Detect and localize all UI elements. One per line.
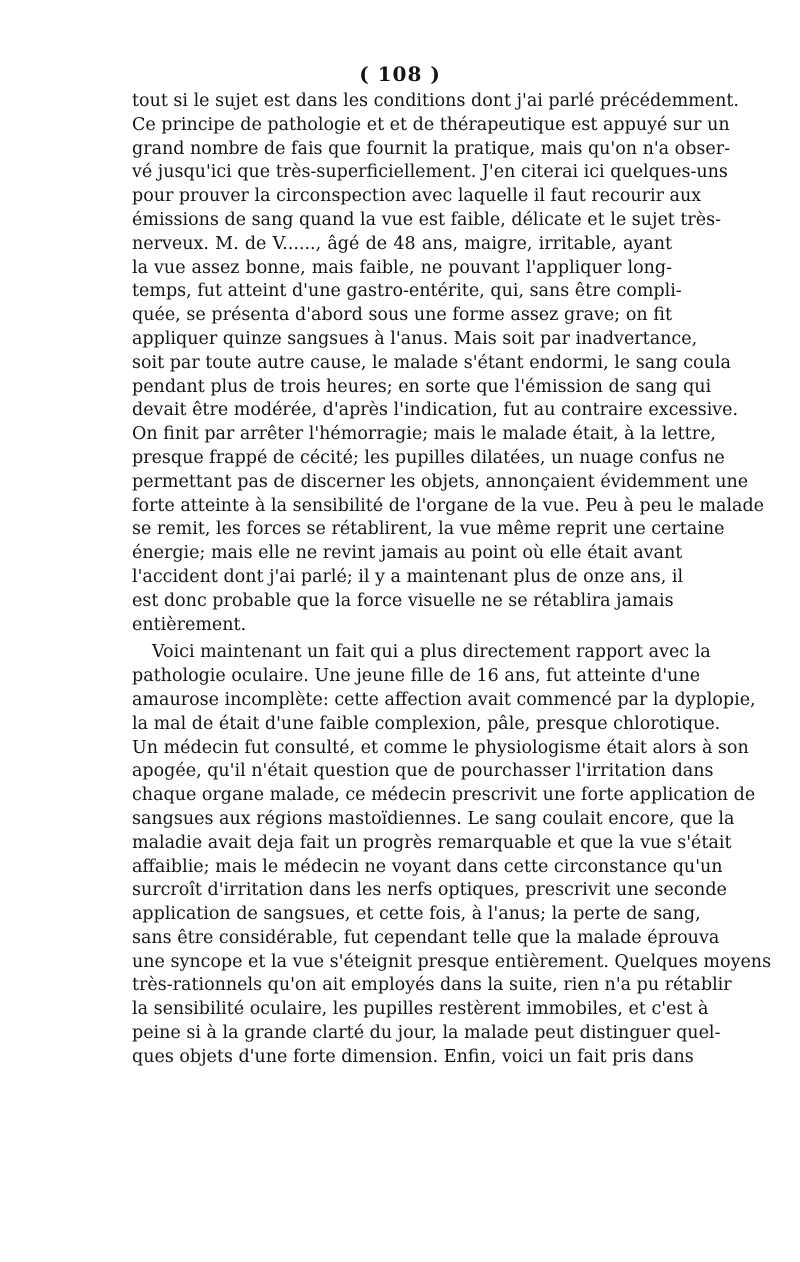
text-line: la mal de était d'une faible complexion, pâle, presque chlorotique. — [132, 713, 721, 734]
text-line: vé jusqu'ici que très-superficiellement. J'en citerai ici quelques-uns — [132, 162, 728, 183]
text-line: Ce principe de pathologie et et de thérapeutique est appuyé sur un — [132, 114, 730, 135]
text-line: amaurose incomplète: cette affection avait commencé par la dyplopie, — [132, 689, 756, 710]
text-line: apogée, qu'il n'était question que de pourchasser l'irritation dans — [132, 761, 714, 782]
text-line: entièrement. — [132, 614, 247, 635]
text-line: affaiblie; mais le médecin ne voyant dans cette circonstance qu'un — [132, 856, 723, 877]
text-line: surcroît d'irritation dans les nerfs optiques, prescrivit une seconde — [132, 880, 727, 901]
text-line: se remit, les forces se rétablirent, la vue même reprit une certaine — [132, 519, 725, 540]
text-line: temps, fut atteint d'une gastro-entérite, qui, sans être compli- — [132, 281, 682, 302]
text-line: la vue assez bonne, mais faible, ne pouvant l'appliquer long- — [132, 257, 672, 278]
text-line: l'accident dont j'ai parlé; il y a maintenant plus de onze ans, il — [132, 566, 684, 587]
text-line: On finit par arrêter l'hémorragie; mais le malade était, à la lettre, — [132, 424, 716, 445]
text-line: est donc probable que la force visuelle ne se rétablira jamais — [132, 590, 674, 611]
text-line: pour prouver la circonspection avec laquelle il faut recourir aux — [132, 186, 702, 207]
paragraph-2 — [132, 641, 772, 1069]
text-line: forte atteinte à la sensibilité de l'organe de la vue. Peu à peu le malade — [132, 495, 765, 516]
text-line: appliquer quinze sangsues à l'anus. Mais soit par inadvertance, — [132, 328, 698, 349]
paragraph-1 — [132, 90, 765, 637]
text-line: devait être modérée, d'après l'indication, fut au contraire excessive. — [132, 400, 739, 421]
text-line: très-rationnels qu'on ait employés dans la suite, rien n'a pu rétablir — [132, 975, 732, 996]
page-number: ( 108 ) — [359, 62, 441, 86]
text-line: chaque organe malade, ce médecin prescrivit une forte application de — [132, 785, 756, 806]
text-line: pendant plus de trois heures; en sorte que l'émission de sang qui — [132, 376, 712, 397]
text-line: presque frappé de cécité; les pupilles dilatées, un nuage confus ne — [132, 447, 725, 468]
text-line: tout si le sujet est dans les conditions dont j'ai parlé précédemment. — [132, 91, 739, 111]
text-line: soit par toute autre cause, le malade s'étant endormi, le sang coula — [132, 352, 731, 373]
text-line: la sensibilité oculaire, les pupilles restèrent immobiles, et c'est à — [132, 999, 709, 1020]
text-line: sans être considérable, fut cependant telle que la malade éprouva — [132, 927, 720, 948]
text-line: énergie; mais elle ne revint jamais au point où elle était avant — [132, 543, 683, 564]
text-line: pathologie oculaire. Une jeune fille de 16 ans, fut atteinte d'une — [132, 666, 701, 687]
text-line: émissions de sang quand la vue est faible, délicate et le sujet très- — [132, 209, 722, 230]
text-line: sangsues aux régions mastoïdiennes. Le sang coulait encore, que la — [132, 808, 735, 829]
text-line: Un médecin fut consulté, et comme le physiologisme était alors à son — [132, 737, 749, 758]
text-line: une syncope et la vue s'éteignit presque entièrement. Quelques moyens — [132, 951, 772, 972]
text-line: application de sangsues, et cette fois, à l'anus; la perte de sang, — [132, 904, 701, 925]
text-line: grand nombre de fais que fournit la pratique, mais qu'on n'a obser- — [132, 138, 731, 159]
text-line: maladie avait deja fait un progrès remarquable et que la vue s'était — [132, 832, 732, 853]
text-line: peine si à la grande clarté du jour, la malade peut distinguer quel- — [132, 1023, 721, 1044]
text-line: permettant pas de discerner les objets, annonçaient évidemment une — [132, 471, 749, 492]
body-text — [132, 90, 772, 1070]
text-line: Voici maintenant un fait qui a plus directement rapport avec la — [152, 642, 711, 663]
text-line: ques objets d'une forte dimension. Enfin, voici un fait pris dans — [132, 1046, 694, 1067]
text-line: quée, se présenta d'abord sous une forme assez grave; on fit — [132, 305, 672, 326]
text-line: nerveux. M. de V......, âgé de 48 ans, maigre, irritable, ayant — [132, 233, 672, 254]
